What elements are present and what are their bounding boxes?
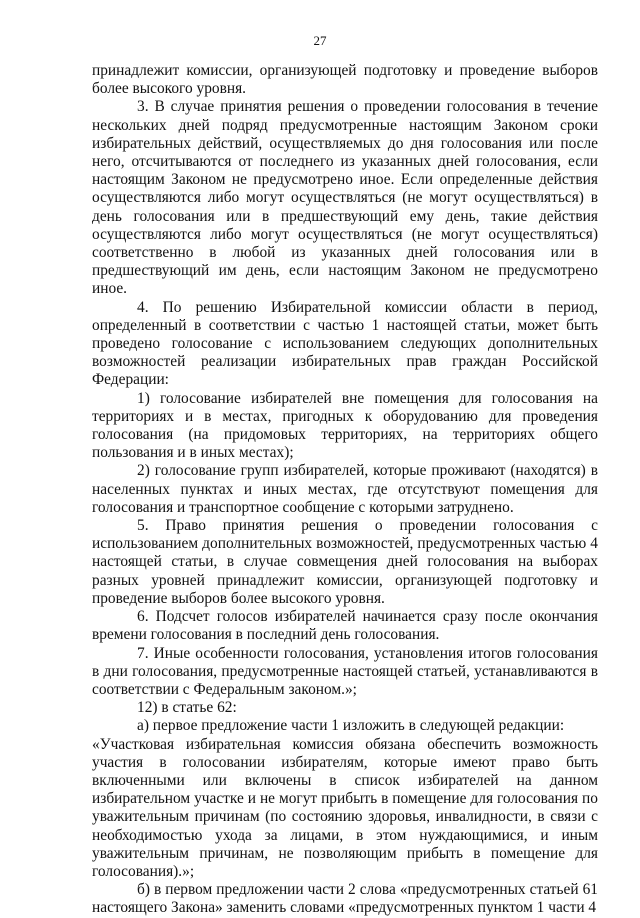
paragraph-subitem-2: 2) голосование групп избирателей, которые проживают (находятся) в населенных пунктах и иных местах, где отсутствуют помещения для голосования и транспортное сообщение с которыми затруднено. (92, 462, 598, 516)
paragraph-item-6: 6. Подсчет голосов избирателей начинается сразу после окончания времени голосования в последний день голосования. (92, 608, 598, 644)
document-body (92, 62, 598, 918)
paragraph-item-5: 5. Право принятия решения о проведении голосования с использованием дополнительных возможностей, предусмотренных частью 4 настоящей статьи, в случае совмещения дней голосования на выборах разных уровней принадлежит комиссии, организующей подготовку и проведение выборов более высокого уровня. (92, 517, 598, 607)
paragraph-item-3: 3. В случае принятия решения о проведении голосования в течение нескольких дней подряд предусмотренные настоящим Законом сроки избирательных действий, осуществляемых до дня голосования или после него, отсчитываются от последнего из указанных дней голосования, если настоящим Законом не предусмотрено иное. Если определенные действия осуществляются либо могут осуществляться (не могут осуществляться) в день голосования или в предшествующий ему день, такие действия осуществляются либо могут осуществляться (не могут осуществляться) соответственно в любой из указанных дней голосования или в предшествующий им день, если настоящим Законом не предусмотрено иное. (92, 98, 598, 298)
paragraph-quoted-text: «Участковая избирательная комиссия обязана обеспечить возможность участия в голосовании избирателям, которые имеют право быть включенными или включены в список избирателей на данном избирательном участке и не могут прибыть в помещение для голосования по уважительным причинам (по состоянию здоровья, инвалидности, в связи с необходимостью ухода за лицами, в этом нуждающимися, и иным уважительным причинам, не позволяющим прибыть в помещение для голосования).»; (92, 735, 598, 880)
paragraph-amendment-b: б) в первом предложении части 2 слова «предусмотренных статьей 61 настоящего Закона» заменить словами «предусмотренных пунктом 1 части 4 (92, 881, 598, 917)
paragraph-item-4: 4. По решению Избирательной комиссии области в период, определенный в соответствии с частью 1 настоящей статьи, может быть проведено голосование с использованием следующих дополнительных возможностей реализации избирательных прав граждан Российской Федерации: (92, 298, 598, 389)
paragraph-subitem-1: 1) голосование избирателей вне помещения для голосования на территориях и в местах, пригодных к оборудованию для проведения голосования (на придомовых территориях, на территориях общего пользования и в иных местах); (92, 389, 598, 462)
page-number: 27 (313, 33, 327, 48)
paragraph-amendment-a: а) первое предложение части 1 изложить в следующей редакции: (137, 717, 565, 735)
paragraph-amendment-12: 12) в статье 62: (137, 699, 237, 717)
paragraph-continuation: принадлежит комиссии, организующей подготовку и проведение выборов более высокого уровня. (92, 62, 598, 98)
paragraph-item-7: 7. Иные особенности голосования, установления итогов голосования в дни голосования, предусмотренные настоящей статьей, устанавливаются в соответствии с Федеральным законом.»; (92, 644, 598, 698)
